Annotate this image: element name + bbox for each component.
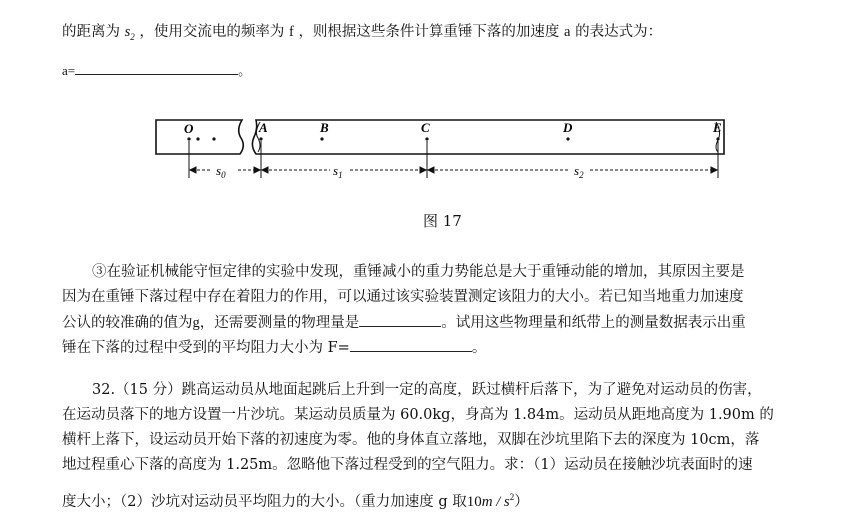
value-10: 10 (466, 493, 482, 510)
point-label-c: C (421, 120, 430, 135)
text-span: 。 (471, 340, 487, 356)
segment-label-s1 (333, 163, 343, 180)
arrow-head (711, 167, 717, 173)
var-a: a (564, 24, 571, 40)
tape-dot-c (425, 137, 428, 140)
text-span: 的距离为 (62, 24, 120, 40)
figure-caption: 图 17 (423, 212, 462, 230)
tape-dot-b (320, 137, 323, 140)
text-line (62, 22, 662, 47)
tape-left-piece (156, 120, 243, 154)
tape-dot-a (259, 137, 262, 140)
text-span: ，还需要测量的物理量是 (199, 315, 360, 331)
segment-label-s1-base: s (333, 163, 339, 178)
answer-blank-force[interactable] (350, 337, 472, 352)
arrow-head (254, 167, 260, 173)
text-line (62, 312, 746, 333)
question-32-line: 地过程重心下落的高度为 1.25m。忽略他下落过程受到的空气阻力。求：（1）运动员在接触沙坑表面时的速 (62, 457, 753, 473)
arrow-head (262, 167, 268, 173)
tape-dot-e (716, 137, 719, 140)
segment-label-s0-sub: 0 (221, 170, 226, 180)
point-label-b: B (320, 120, 329, 135)
arrow-head (190, 167, 196, 173)
text-span: 。试用这些物理量和纸带上的测量数据表示出重 (441, 315, 746, 331)
text-line: 因为在重锤下落过程中存在着阻力的作用，可以通过该实验装置测定该阻力的大小。若已知当地重力加速度 (62, 289, 744, 305)
text-span: 的表达式为： (575, 24, 663, 40)
segment-label-s0-base: s (216, 163, 222, 178)
var-s2-sub: 2 (130, 31, 135, 42)
text-span: ） (514, 493, 529, 510)
question-32-line (62, 487, 529, 512)
answer-blank-quantity[interactable] (359, 312, 441, 327)
unit-slash: / (492, 493, 504, 510)
point-label-o: O (184, 121, 194, 136)
point-label-d: D (563, 120, 573, 135)
unit-exponent: 2 (509, 492, 515, 502)
tape-dot-d (566, 137, 569, 140)
tape-dot-o (187, 137, 190, 140)
segment-label-s2-sub: 2 (579, 170, 584, 180)
var-g: g (192, 315, 200, 331)
paper-tape-figure (150, 108, 740, 188)
var-s2 (125, 24, 135, 40)
arrow-head (428, 167, 434, 173)
segment-label-s2-base: s (574, 163, 580, 178)
tape-dot (196, 137, 199, 140)
var-s2-base: s (124, 24, 131, 40)
question-32-line: 横杆上落下，设运动员开始下落的初速度为零。他的身体直立落地，双脚在沙坑里陷下去的深度为 10cm，落 (62, 432, 760, 448)
text-line (62, 337, 486, 358)
answer-blank-a[interactable] (75, 60, 238, 75)
var-f: f (288, 24, 294, 40)
tape-dot (212, 137, 215, 140)
answer-label: a= (62, 63, 76, 78)
question-32-line: 在运动员落下的地方设置一片沙坑。某运动员质量为 60.0kg，身高为 1.84m。运动员从距地高度为 1.90m 的 (62, 407, 774, 423)
text-span: 。 (238, 63, 252, 78)
segment-label-s2 (574, 163, 584, 180)
segment-label-s0 (216, 163, 226, 180)
point-label-e: E (713, 120, 722, 135)
text-line: ③在验证机械能守恒定律的实验中发现，重锤减小的重力势能总是大于重锤动能的增加，其原因主要是 (92, 264, 745, 280)
text-span: 锤在下落的过程中受到的平均阻力大小为 F= (62, 340, 350, 356)
unit-m: m (481, 493, 493, 510)
point-label-a: A (259, 120, 268, 135)
unit-s: s (503, 493, 510, 510)
text-span: 公认的较准确的值为 (62, 315, 193, 331)
text-span: 度大小；（2）沙坑对运动员平均阻力的大小。（重力加速度 g 取 (62, 493, 467, 510)
arrow-head (420, 167, 426, 173)
answer-line-a (62, 60, 251, 81)
text-span: ，使用交流电的频率为 (139, 24, 285, 40)
question-32-line: 32.（15 分）跳高运动员从地面起跳后上升到一定的高度，跃过横杆后落下，为了避免对运动员的伤害， (92, 382, 762, 398)
segment-label-s1-sub: 1 (338, 170, 343, 180)
text-span: ，则根据这些条件计算重锤下落的加速度 (298, 24, 560, 40)
